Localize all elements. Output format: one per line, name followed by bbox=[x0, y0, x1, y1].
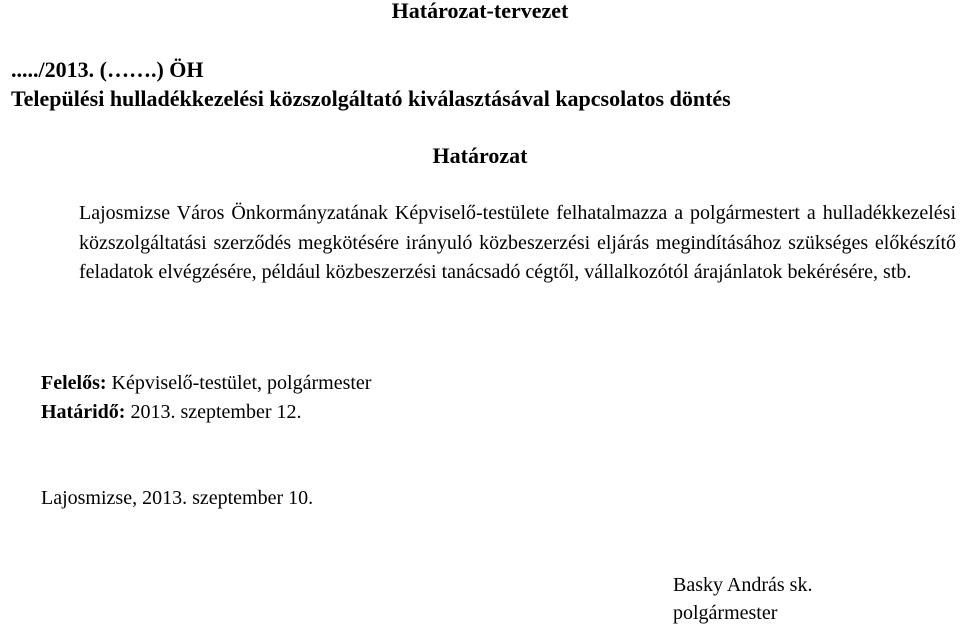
document-title: Határozat-tervezet bbox=[391, 0, 569, 23]
resolution-body: Lajosmizse Város Önkormányzatának Képviselő-testülete felhatalmazza a polgármestert a hulladékkezelési közszolgáltatási szerződés megkötésére irányuló közbeszerzési eljárás megindításához szükséges előkészítő feladatok elvégzésére, például közbeszerzési tanácsadó cégtől, vállalkozótól árajánlatok bekérésére, stb. bbox=[79, 202, 956, 283]
resolution-heading: Határozat bbox=[432, 143, 528, 168]
resolution-number: ...../2013. (…….) ÖH bbox=[11, 57, 204, 82]
responsible-line bbox=[41, 369, 371, 397]
resolution-subject: Települési hulladékkezelési közszolgáltató kiválasztásával kapcsolatos döntés bbox=[11, 86, 731, 111]
deadline-line bbox=[41, 398, 302, 426]
place-and-date: Lajosmizse, 2013. szeptember 10. bbox=[41, 487, 314, 509]
signature-title: polgármester bbox=[673, 602, 778, 624]
responsible-label: Felelős: bbox=[41, 372, 107, 394]
deadline-label: Határidő: bbox=[41, 401, 126, 423]
deadline-value: 2013. szeptember 12. bbox=[130, 401, 302, 423]
responsible-value: Képviselő-testület, polgármester bbox=[111, 372, 372, 394]
signature-name: Basky András sk. bbox=[673, 574, 813, 596]
signature-block bbox=[673, 571, 812, 627]
